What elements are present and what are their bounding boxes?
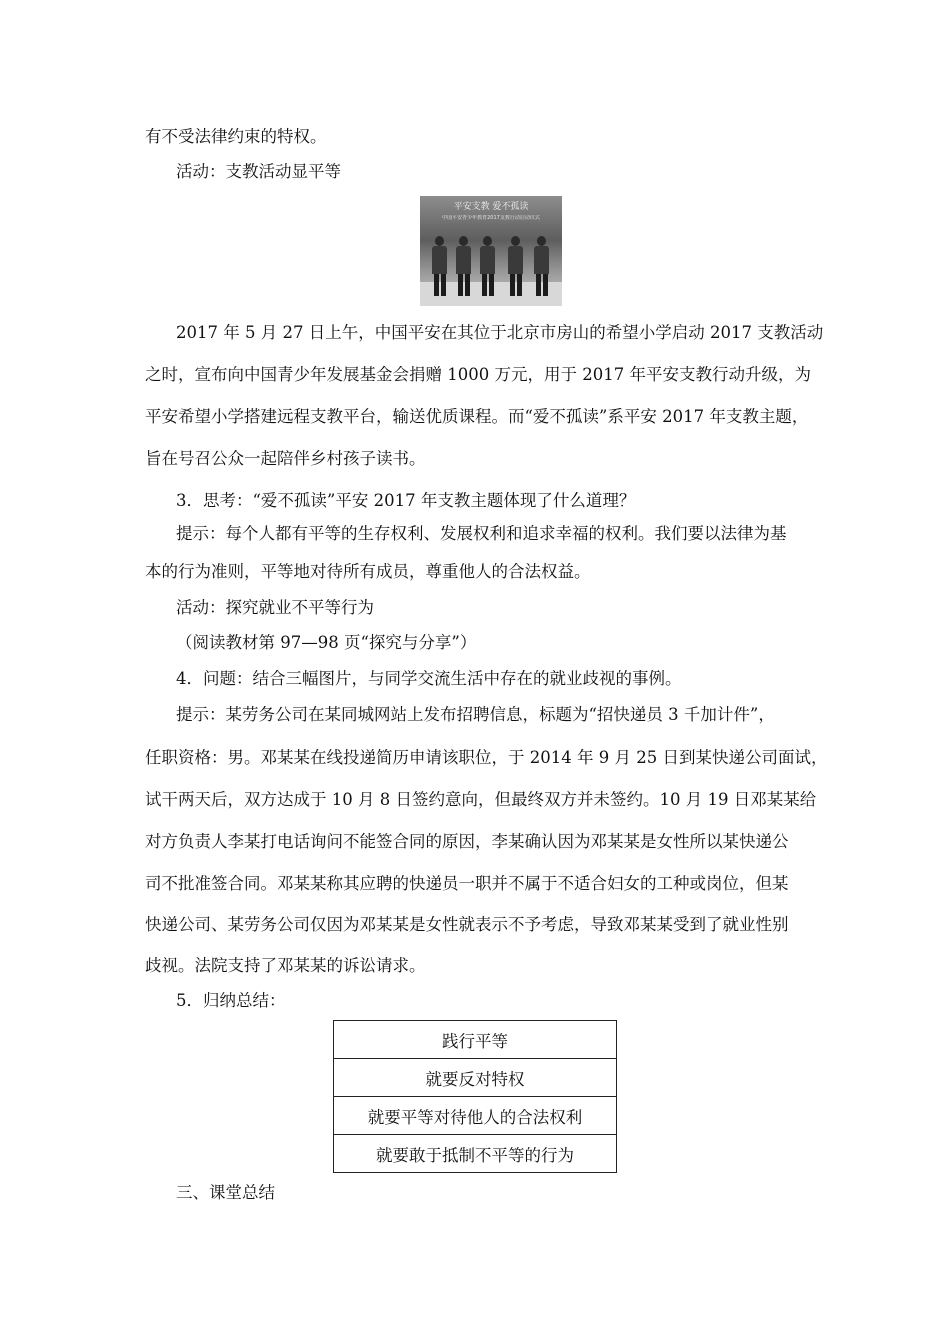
activity-heading: 活动：支教活动显平等 [176, 162, 341, 181]
section-heading: 三、课堂总结 [176, 1183, 275, 1202]
summary-cell-title: 践行平等 [334, 1021, 617, 1059]
hint-line: 快递公司、某劳务公司仅因为邓某某是女性就表示不予考虑，导致邓某某受到了就业性别 [145, 915, 789, 934]
summary-heading: 5．归纳总结： [176, 991, 286, 1010]
photo-person [506, 236, 524, 298]
hint-line: 本的行为准则，平等地对待所有成员，尊重他人的合法权益。 [145, 562, 591, 581]
paragraph-line: 之时，宣布向中国青少年发展基金会捐赠 1000 万元，用于 2017 年平安支教行动升级，为 [145, 365, 811, 384]
hint-line: 歧视。法院支持了邓某某的诉讼请求。 [145, 956, 426, 975]
paragraph-line: 平安希望小学搭建远程支教平台，输送优质课程。而“爱不孤读”系平安 2017 年支教主题， [145, 407, 809, 426]
hint-line: 提示：某劳务公司在某同城网站上发布招聘信息，标题为“招快递员 3 千加计件”， [176, 705, 775, 724]
summary-cell: 就要反对特权 [334, 1059, 617, 1097]
question-3: 3．思考：“爱不孤读”平安 2017 年支教主题体现了什么道理？ [176, 491, 636, 510]
activity-heading: 活动：探究就业不平等行为 [176, 598, 374, 617]
photo-person [532, 236, 550, 298]
photo-banner-subtitle: 中国平安青少年教育2017支教行动启动仪式 [442, 215, 540, 221]
paragraph-line: 旨在号召公众一起陪伴乡村孩子读书。 [145, 449, 426, 468]
hint-line: 对方负责人李某打电话询问不能签合同的原因，李某确认因为邓某某是女性所以某快递公 [145, 832, 789, 851]
summary-table [333, 1020, 617, 1173]
hint-line: 试干两天后，双方达成于 10 月 8 日签约意向，但最终双方并未签约。10 月 19 日邓某某给 [145, 790, 817, 809]
paragraph-line: 有不受法律约束的特权。 [145, 127, 327, 146]
hint-line: 司不批准签合同。邓某某称其应聘的快递员一职并不属于不适合妇女的工种或岗位，但某 [145, 874, 789, 893]
photo-person [478, 236, 496, 298]
volunteer-teaching-photo [420, 196, 562, 306]
hint-line: 提示：每个人都有平等的生存权利、发展权利和追求幸福的权利。我们要以法律为基 [176, 524, 787, 543]
paragraph-line: 2017 年 5 月 27 日上午，中国平安在其位于北京市房山的希望小学启动 2017 支教活动 [176, 323, 824, 342]
photo-person [454, 236, 472, 298]
question-4: 4．问题：结合三幅图片，与同学交流生活中存在的就业歧视的事例。 [176, 669, 682, 688]
photo-banner-title: 平安支教 爱不孤读 [453, 202, 529, 212]
summary-cell: 就要平等对待他人的合法权利 [334, 1097, 617, 1135]
hint-line: 任职资格：男。邓某某在线投递简历申请该职位，于 2014 年 9 月 25 日到某快递公司面试， [145, 748, 828, 767]
reading-note: （阅读教材第 97—98 页“探究与分享”） [176, 633, 477, 652]
photo-person [430, 236, 448, 298]
summary-cell: 就要敢于抵制不平等的行为 [334, 1135, 617, 1173]
